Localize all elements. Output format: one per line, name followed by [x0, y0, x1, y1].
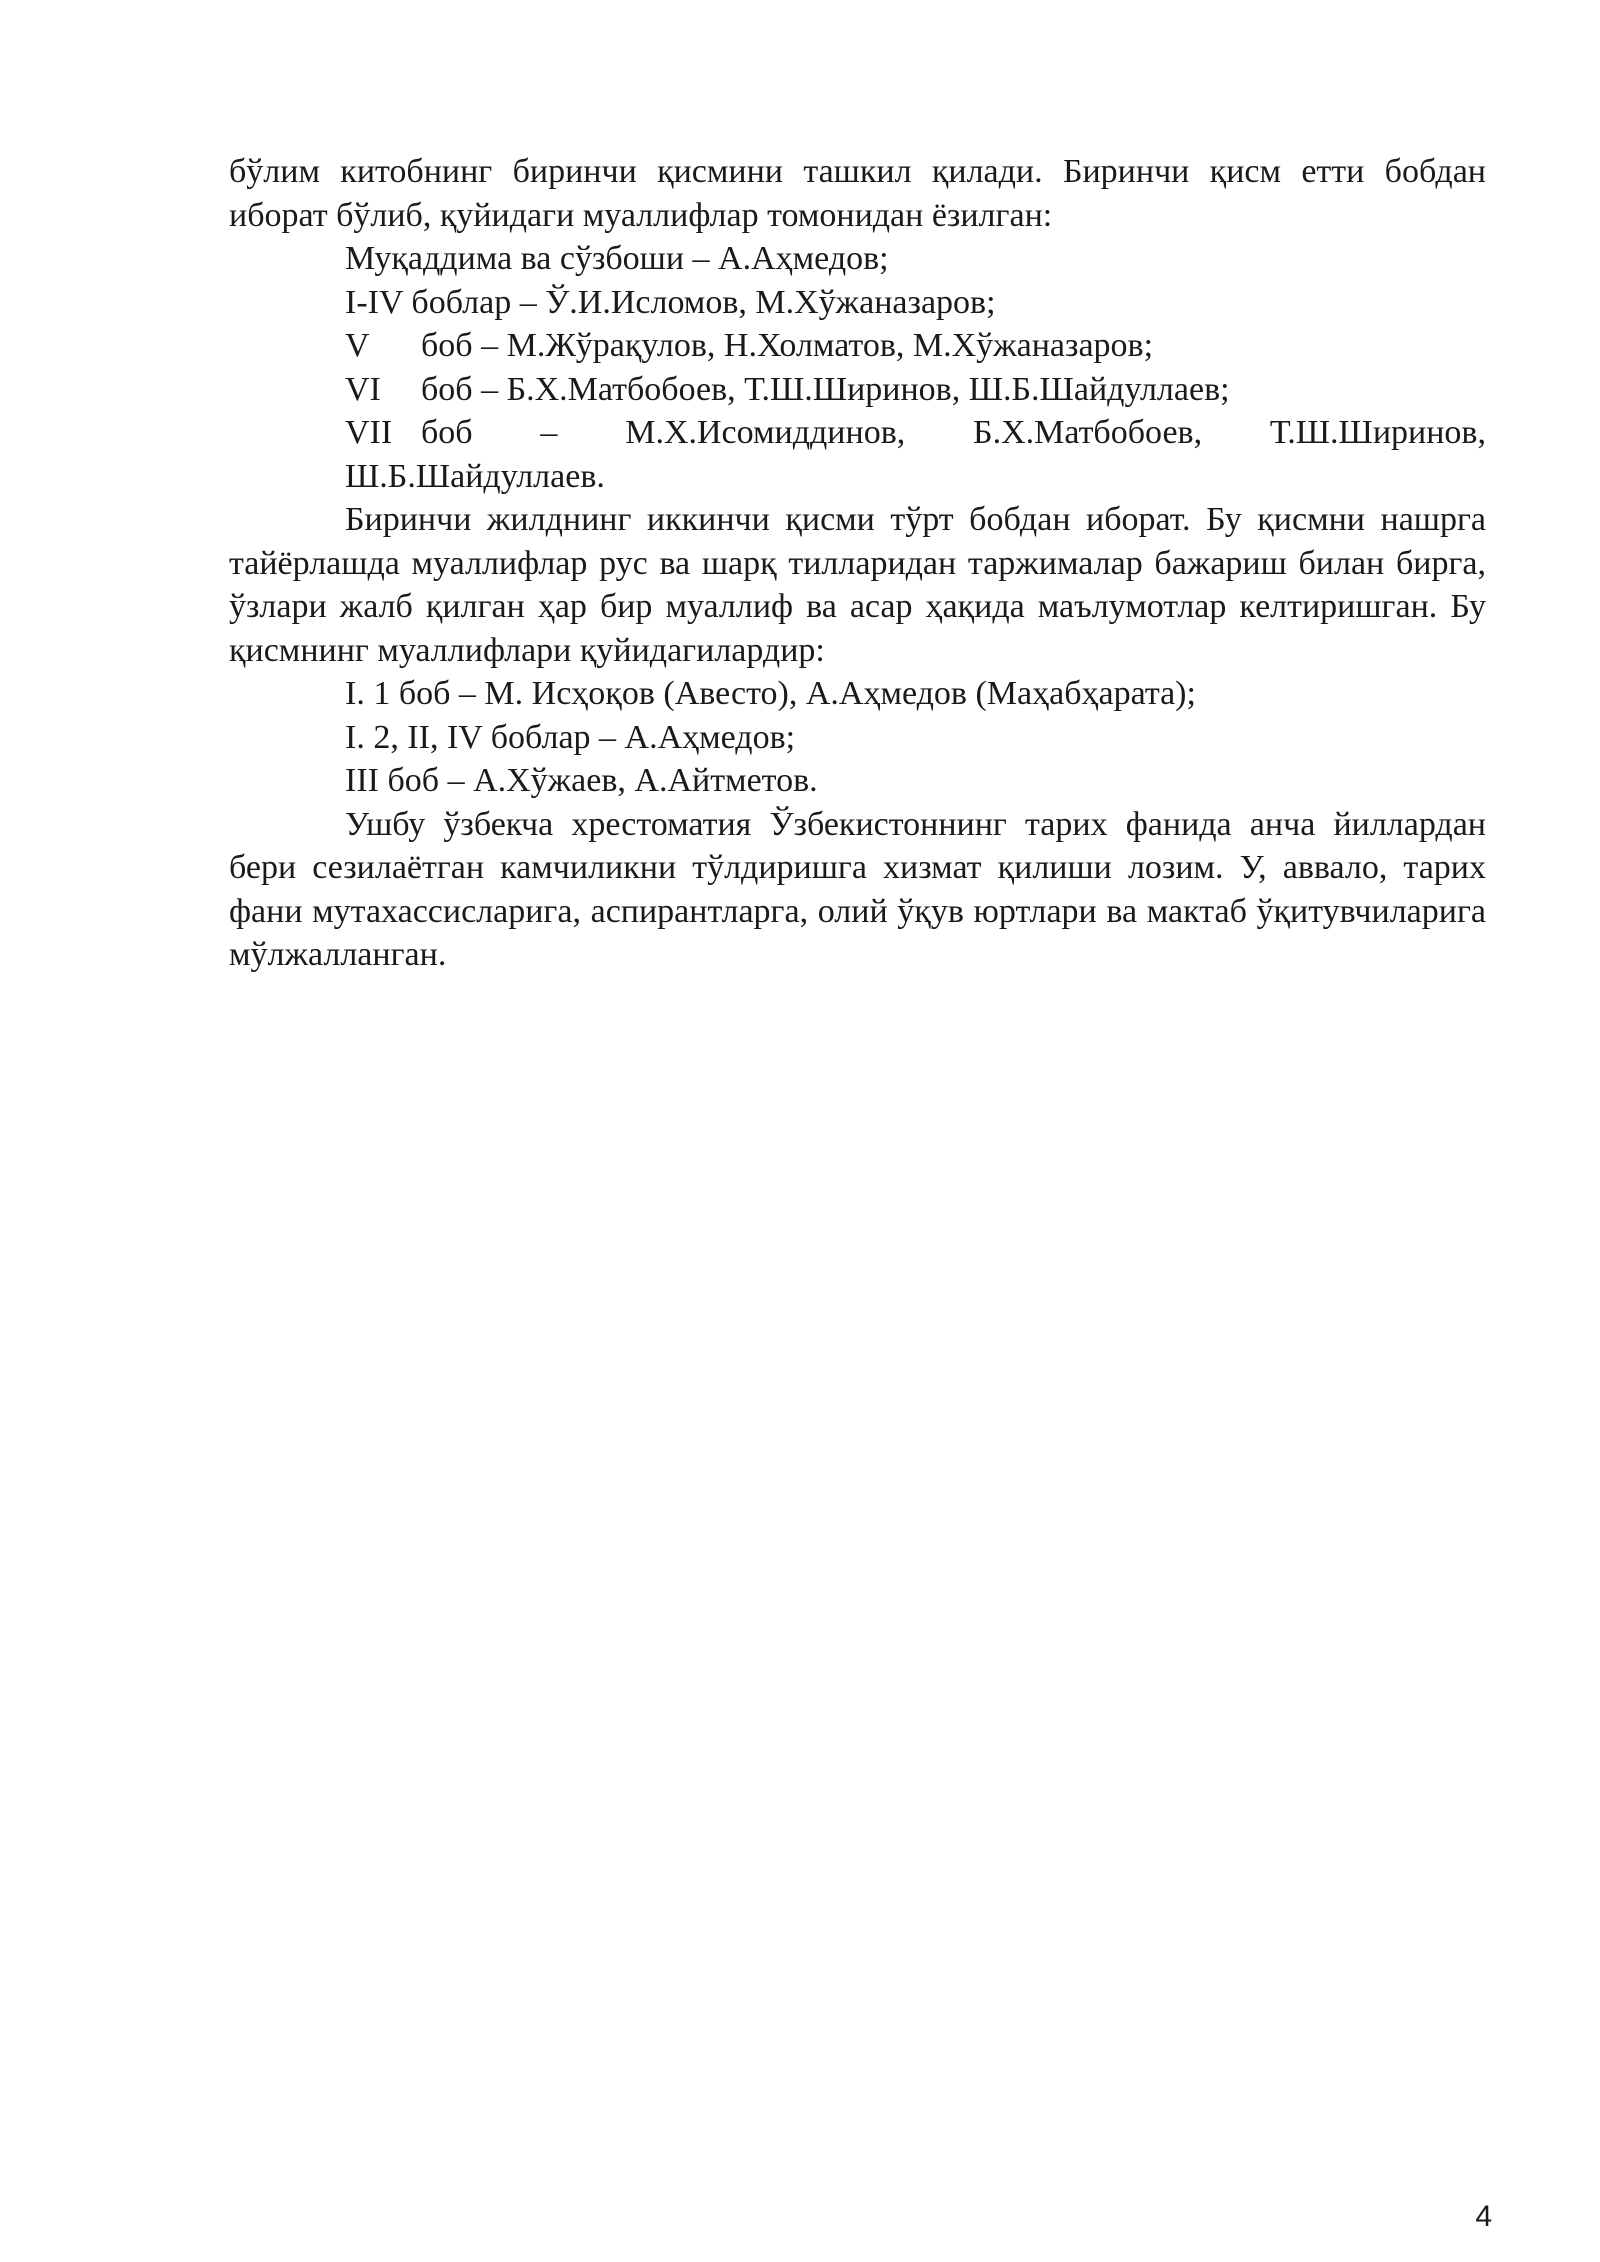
part2-author-item: I. 2, II, IV боблар – А.Аҳмедов; [345, 718, 796, 756]
author-item-chapter-7-continuation: Ш.Б.Шайдуллаев. [345, 457, 605, 495]
part2-paragraph: Биринчи жилднинг иккинчи қисми тўрт бобдан иборат. Бу қисмни нашрга тайёрлашда муаллифлар рус ва шарқ тилларидан таржималар бажариш билан бирга, ўзлари жалб қилган ҳар бир муаллиф ва асар ҳақида маълумотлар келтиришган. Бу қисмнинг муаллифлари қуйидагилардир: [229, 501, 1486, 669]
author-item-chapter-5 [229, 324, 1486, 368]
part2-author-item: I. 1 боб – М. Исҳоқов (Авесто), А.Аҳмедов (Маҳабҳарата); [345, 675, 1196, 712]
author-item-introduction: Муқаддима ва сўзбоши – А.Аҳмедов; [345, 240, 889, 277]
author-item-chapters-1-4: I-IV боблар – Ў.И.Исломов, М.Хўжаназаров; [345, 283, 996, 321]
author-item-chapter-6 [229, 368, 1486, 412]
page-number: 4 [1475, 2200, 1492, 2233]
chapter-authors: боб – М.Х.Исомиддинов, Б.Х.Матбобоев, Т.Ш.Ширинов, [421, 414, 1486, 451]
author-item-chapter-7 [229, 411, 1486, 455]
chapter-authors: боб – Б.Х.Матбобоев, Т.Ш.Ширинов, Ш.Б.Шайдуллаев; [421, 370, 1230, 408]
page-body [229, 150, 1486, 977]
part2-author-item: III боб – А.Хўжаев, А.Айтметов. [345, 762, 818, 799]
chapter-number: V [345, 327, 370, 364]
closing-paragraph: Ушбу ўзбекча хрестоматия Ўзбекистоннинг тарих фанида анча йиллардан бери сезилаётган камчиликни тўлдиришга хизмат қилиши лозим. У, аввало, тарих фани мутахассисларига, аспирантларга, олий ўқув юртлари ва мактаб ўқитувчиларига мўлжалланган. [229, 805, 1486, 973]
chapter-authors: боб – М.Жўрақулов, Н.Холматов, М.Хўжаназаров; [421, 327, 1154, 364]
intro-paragraph: бўлим китобнинг биринчи қисмини ташкил қилади. Биринчи қисм етти бобдан иборат бўлиб, қуйидаги муаллифлар томонидан ёзилган: [229, 153, 1486, 234]
chapter-number: VI [345, 370, 381, 408]
chapter-number: VII [345, 414, 393, 451]
